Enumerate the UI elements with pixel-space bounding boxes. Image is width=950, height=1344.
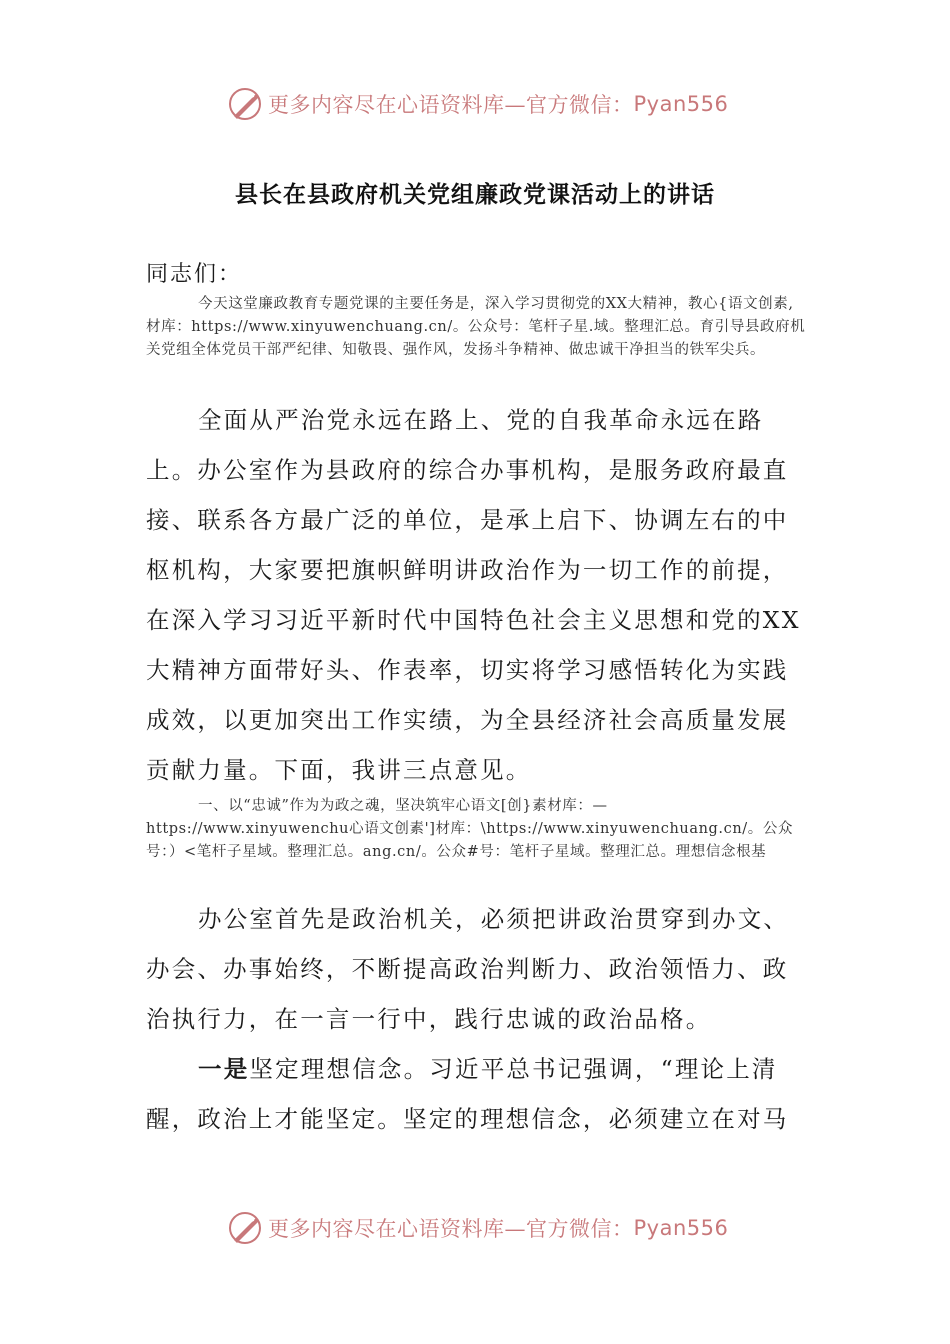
greeting: 同志们： (146, 262, 243, 287)
quill-logo-icon (228, 86, 264, 122)
point-lead: 一是 (198, 1055, 250, 1083)
section-heading-1: 一、以“忠诚”作为为政之魂，坚决筑牢心语文[创}素材库：—https://www.xinyuwenchu心语文创素']材库：\https://www.xinyuwenchuang.cn/。公众号：）<笔杆子星域。整理汇总。ang.cn/。公众#号：笔杆子星域。整理汇总。理想信念根基 (146, 798, 794, 860)
quill-logo-icon (228, 1210, 264, 1246)
body-paragraph-1: 全面从严治党永远在路上、党的自我革命永远在路上。办公室作为县政府的综合办事机构，是服务政府最直接、联系各方最广泛的单位，是承上启下、协调左右的中枢机构，大家要把旗帜鲜明讲政治作为一切工作的前提，在深入学习习近平新时代中国特色社会主义思想和党的XX大精神方面带好头、作表率，切实将学习感悟转化为实践成效，以更加突出工作实绩，为全县经济社会高质量发展贡献力量。下面，我讲三点意见。 (146, 406, 801, 784)
document-title: 县长在县政府机关党组廉政党课活动上的讲话 (235, 181, 715, 208)
intro-paragraph: 今天这堂廉政教育专题党课的主要任务是，深入学习贯彻党的XX大精神，教心{语文创素,材库：https://www.xinyuwenchuang.cn/。公众号：笔杆子星.域。整理汇总。育引导县政府机关党组全体党员干部严纪律、知敬畏、强作风，发扬斗争精神、做忠诚干净担当的铁军尖兵。 (146, 296, 806, 358)
footer-watermark-banner (228, 1208, 728, 1248)
banner-wechat-id: Pyan556 (633, 92, 729, 116)
body-paragraph-3: 一是坚定理想信念。习近平总书记强调，“理论上清醒，政治上才能坚定。坚定的理想信念，必须建立在对马 (146, 1055, 789, 1133)
body-paragraph-2: 办公室首先是政治机关，必须把讲政治贯穿到办文、办会、办事始终，不断提高政治判断力、政治领悟力、政治执行力，在一言一行中，践行忠诚的政治品格。 (146, 905, 790, 1033)
banner-text: 更多内容尽在心语资料库—官方微信： (268, 93, 634, 117)
banner-wechat-id: Pyan556 (633, 1216, 729, 1240)
banner-text: 更多内容尽在心语资料库—官方微信： (268, 1217, 634, 1241)
header-watermark-banner (228, 84, 728, 124)
